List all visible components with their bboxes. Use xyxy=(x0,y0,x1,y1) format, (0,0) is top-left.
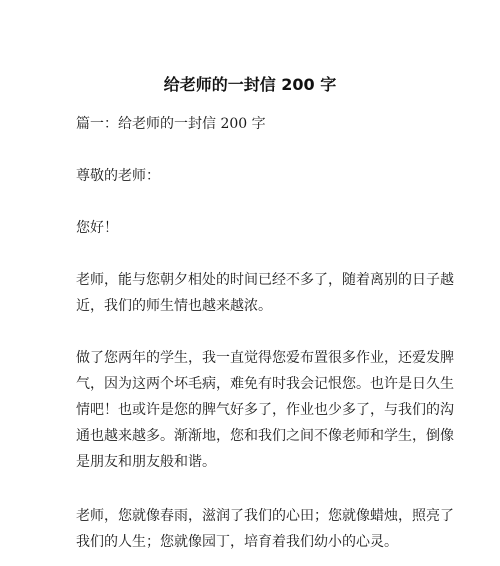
paragraph-line: 气，因为这两个坏毛病，难免有时我会记恨您。也许是日久生 xyxy=(76,376,454,392)
salutation: 尊敬的老师： xyxy=(76,168,160,184)
paragraph-line: 通也越来越多。渐渐地，您和我们之间不像老师和学生，倒像 xyxy=(76,428,454,444)
paragraph-line: 老师，您就像春雨，滋润了我们的心田；您就像蜡烛，照亮了 xyxy=(76,508,454,524)
paragraph-line: 我们的人生；您就像园丁，培育着我们幼小的心灵。 xyxy=(76,534,398,550)
paragraph-line: 是朋友和朋友般和谐。 xyxy=(76,454,216,470)
greeting: 您好！ xyxy=(76,220,118,236)
paragraph-line: 老师，能与您朝夕相处的时间已经不多了，随着离别的日子越 xyxy=(76,272,454,288)
paragraph-line: 情吧！也或许是您的脾气好多了，作业也少多了，与我们的沟 xyxy=(76,402,454,418)
paragraph-line: 近，我们的师生情也越来越浓。 xyxy=(76,298,272,314)
paragraph-line: 做了您两年的学生，我一直觉得您爱布置很多作业，还爱发脾 xyxy=(76,350,454,366)
section-heading: 篇一：给老师的一封信 200 字 xyxy=(76,116,266,132)
document-title: 给老师的一封信 200 字 xyxy=(163,75,337,94)
